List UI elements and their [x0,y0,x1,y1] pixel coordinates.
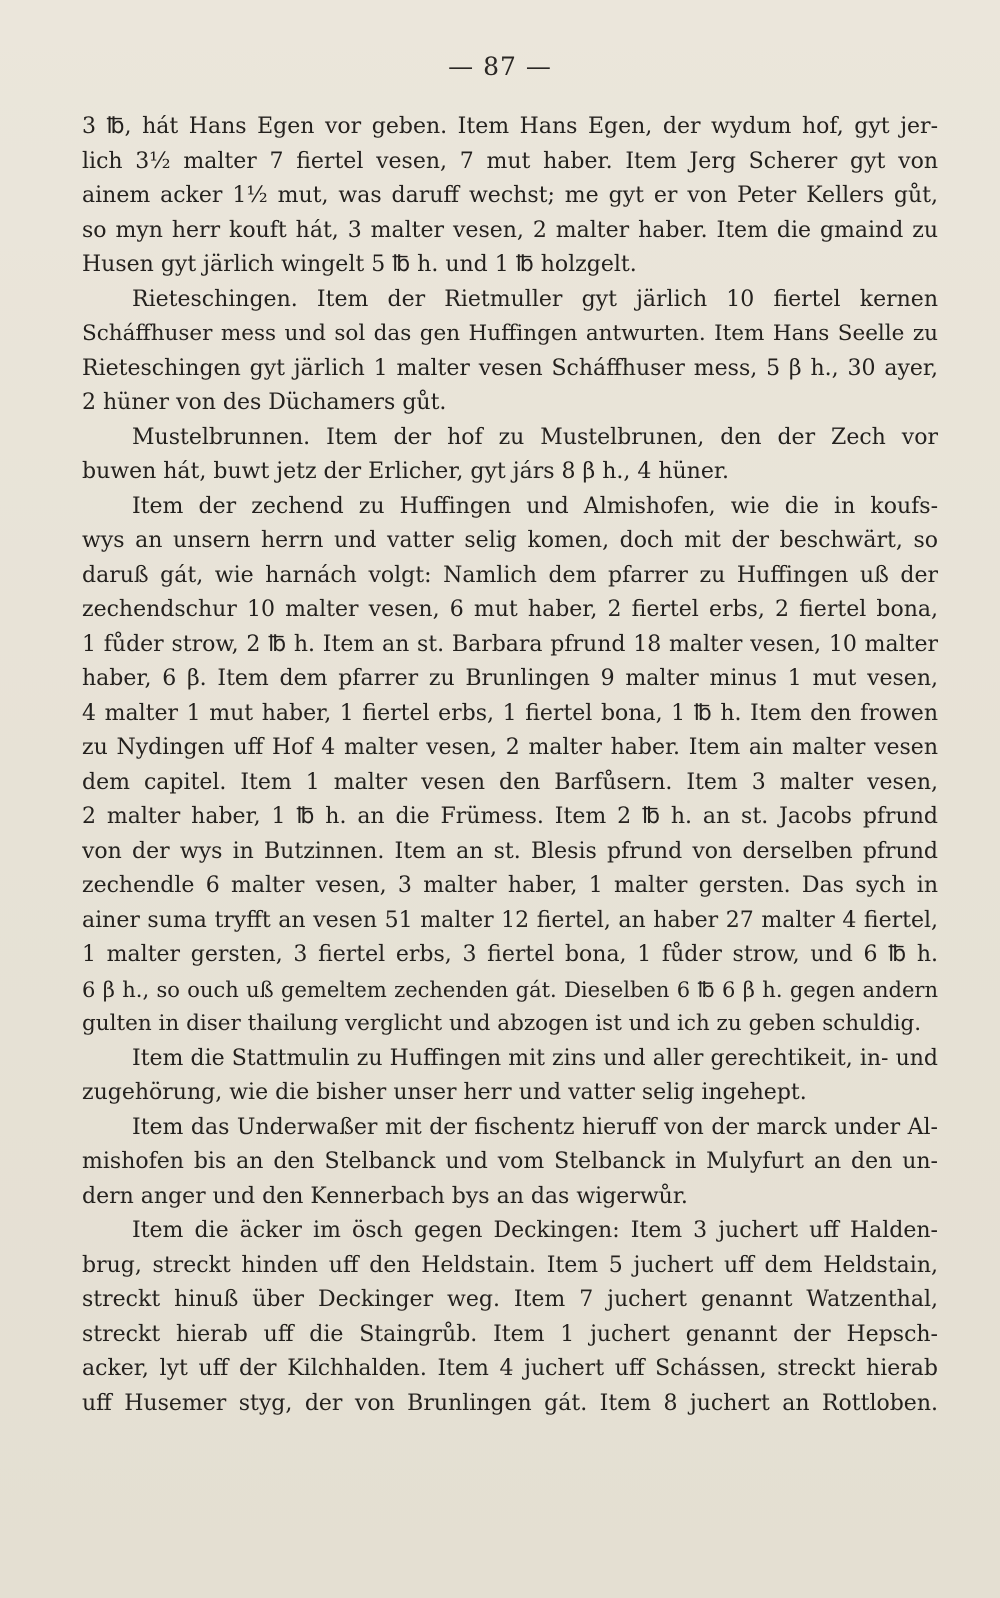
text-line: ainem acker 1½ mut, was daruff wechst; me gyt er von Peter Kellers gůt, [82,183,938,208]
text-line: haber, 6 β. Item dem pfarrer zu Brunlingen 9 malter minus 1 mut vesen, [82,666,938,691]
text-line: 1 malter gersten, 3 fiertel erbs, 3 fiertel bona, 1 fůder strow, und 6 ℔ h. [82,942,938,967]
text-line: Scháffhuser mess und sol das gen Huffingen antwurten. Item Hans Seelle zu [82,321,938,346]
text-line: buwen hát, buwt jetz der Erlicher, gyt járs 8 β h., 4 hüner. [82,459,729,484]
text-line: uff Husemer styg, der von Brunlingen gát. Item 8 juchert an Rottloben. [82,1390,938,1416]
text-line: Item das Underwaßer mit der fischentz hieruff von der marck under Al- [132,1114,938,1140]
text-line: 2 hüner von des Düchamers gůt. [82,390,447,415]
page-number: — 87 — [448,52,552,81]
text-line: brug, streckt hinden uff den Heldstain. Item 5 juchert uff dem Heldstain, [82,1252,938,1278]
text-line: Item die äcker im ösch gegen Deckingen: Item 3 juchert uff Halden- [132,1218,938,1243]
text-line: so myn herr kouft hát, 3 malter vesen, 2 malter haber. Item die gmaind zu [82,217,938,243]
text-line: ainer suma tryfft an vesen 51 malter 12 fiertel, an haber 27 malter 4 fiertel, [82,907,938,933]
text-line: zechendschur 10 malter vesen, 6 mut haber, 2 fiertel erbs, 2 fiertel bona, [82,597,938,622]
text-line: wys an unsern herrn und vatter selig komen, doch mit der beschwärt, so [82,528,938,553]
text-line: daruß gát, wie harnách volgt: Namlich dem pfarrer zu Huffingen uß der [82,562,938,588]
text-line: Rieteschingen. Item der Rietmuller gyt järlich 10 fiertel kernen [132,286,938,312]
text-line: lich 3½ malter 7 fiertel vesen, 7 mut haber. Item Jerg Scherer gyt von [82,148,938,174]
text-line: zugehörung, wie die bisher unser herr und vatter selig ingehept. [82,1080,807,1105]
text-line: Husen gyt järlich wingelt 5 ℔ h. und 1 ℔ holzgelt. [82,252,637,277]
text-line: Rieteschingen gyt järlich 1 malter vesen Scháffhuser mess, 5 β h., 30 ayer, [82,355,938,381]
text-line: 6 β h., so ouch uß gemeltem zechenden gát. Dieselben 6 ℔ 6 β h. gegen andern [82,977,938,1002]
body-text [82,110,938,1421]
text-line: 4 malter 1 mut haber, 1 fiertel erbs, 1 fiertel bona, 1 ℔ h. Item den frowen [82,700,938,726]
text-line: gulten in diser thailung verglicht und abzogen ist und ich zu geben schuldig. [82,1011,922,1036]
text-line: Mustelbrunnen. Item der hof zu Mustelbrunen, den der Zech vor [132,424,938,450]
text-line: acker, lyt uff der Kilchhalden. Item 4 juchert uff Schássen, streckt hierab [82,1356,938,1381]
text-line: 2 malter haber, 1 ℔ h. an die Frümess. Item 2 ℔ h. an st. Jacobs pfrund [82,804,938,829]
text-line: zechendle 6 malter vesen, 3 malter haber, 1 malter gersten. Das sych in [82,873,938,898]
text-line: Item der zechend zu Huffingen und Almishofen, wie die in koufs- [132,493,938,519]
text-line: 1 fůder strow, 2 ℔ h. Item an st. Barbara pfrund 18 malter vesen, 10 malter [82,631,938,657]
text-line: dem capitel. Item 1 malter vesen den Barfůsern. Item 3 malter vesen, [82,769,938,795]
text-line: Item die Stattmulin zu Huffingen mit zins und aller gerechtikeit, in- und [132,1045,938,1071]
text-line: streckt hinuß über Deckinger weg. Item 7 juchert genannt Watzenthal, [82,1287,938,1312]
text-line: mishofen bis an den Stelbanck und vom Stelbanck in Mulyfurt an den un- [82,1149,938,1174]
text-line: 3 ℔, hát Hans Egen vor geben. Item Hans Egen, der wydum hof, gyt jer- [82,114,938,139]
text-line: streckt hierab uff die Staingrůb. Item 1 juchert genannt der Hepsch- [82,1321,938,1347]
text-line: zu Nydingen uff Hof 4 malter vesen, 2 malter haber. Item ain malter vesen [82,735,938,760]
text-line: von der wys in Butzinnen. Item an st. Blesis pfrund von derselben pfrund [82,838,938,864]
text-line: dern anger und den Kennerbach bys an das wigerwůr. [82,1183,688,1209]
